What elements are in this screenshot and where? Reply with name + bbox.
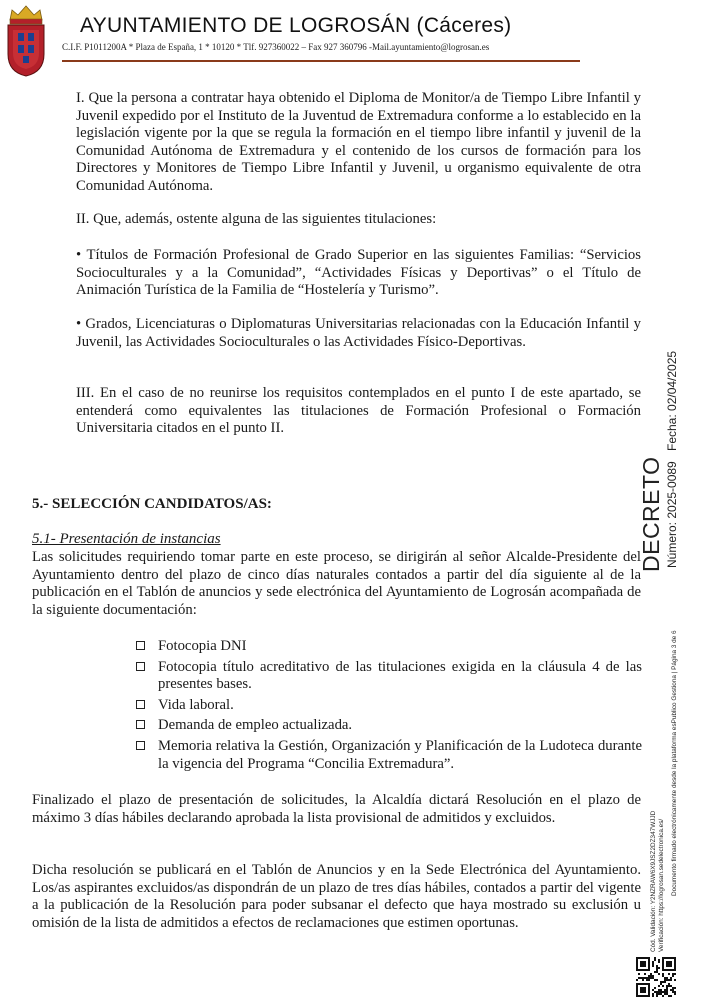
decreto-stamp: DECRETO bbox=[638, 456, 664, 572]
list-item: Fotocopia DNI bbox=[134, 638, 642, 656]
checkbox-icon bbox=[136, 700, 145, 709]
documentation-list bbox=[134, 638, 642, 776]
qr-code-icon bbox=[636, 957, 676, 997]
checkbox-icon bbox=[136, 720, 145, 729]
paragraph-requirement-1: I. Que la persona a contratar haya obtenido el Diploma de Monitor/a de Tiempo Libre Infantil y Juvenil expedido por el Instituto de la Juventud de Extremadura conforme a lo establecido en la legislación vigente por la que se regula la formación en el tiempo libre infantil y juvenil de la Comunidad Autónoma de Extremadura y el contenido de los cursos de formación para los Directores y Monitores de Tiempo Libre Infantil y Juvenil, u organismo equivalente de otra Comunidad Autónoma. bbox=[76, 90, 641, 194]
decreto-number: Número: 2025-0089 bbox=[665, 461, 679, 568]
paragraph-requirement-3: III. En el caso de no reunirse los requisitos contemplados en el punto I de este apartado, se entenderá como equivalentes las titulaciones de Formación Profesional o Formación Universitaria citados en el punto II. bbox=[76, 385, 641, 437]
subsection-heading: 5.1- Presentación de instancias bbox=[32, 531, 221, 547]
paragraph-solicitudes: Las solicitudes requiriendo tomar parte en este proceso, se dirigirán al señor Alcalde-Presidente del Ayuntamiento dentro del plazo de cinco días naturales contados a partir del día siguiente al de la publicación en el Tablón de anuncios y sede electrónica del Ayuntamiento de Logrosán acompañada de la siguiente documentación: bbox=[32, 549, 641, 618]
list-item: Demanda de empleo actualizada. bbox=[134, 717, 642, 735]
paragraph-finalizado: Finalizado el plazo de presentación de solicitudes, la Alcaldía dictará Resolución en el plazo de máximo 3 días hábiles declarando aprobada la lista provisional de admitidos y excluidos. bbox=[32, 792, 641, 826]
org-contact-info: C.I.F. P1011200A * Plaza de España, 1 * 10120 * Tlf. 927360022 – Fax 927 360796 -Mail.ayuntamiento@logrosan.es bbox=[62, 42, 490, 52]
checkbox-icon bbox=[136, 641, 145, 650]
verification-url[interactable]: Verificación: https://logrosan.sedelectronica.es/ bbox=[658, 818, 665, 952]
paragraph-resolucion: Dicha resolución se publicará en el Tablón de Anuncios y en la Sede Electrónica del Ayuntamiento. Los/as aspirantes excluidos/as dispondrán de un plazo de tres días hábiles, contados a partir del vigente a la publicación de la Resolución para poder subsanar el defecto que haya mostrado su exclusión u omisión de la lista de admitidos a efectos de reclamaciones que estimen oportunas. bbox=[32, 862, 641, 931]
paragraph-bullet-fp: • Títulos de Formación Profesional de Grado Superior en las siguientes Familias: “Servicios Socioculturales y a la Comunidad”, “Actividades Físicas y Deportivas” o el Título de Animación Turística de la Familia de “Hostelería y Turismo”. bbox=[76, 247, 641, 299]
validation-info bbox=[650, 811, 666, 952]
checkbox-icon bbox=[136, 741, 145, 750]
header-divider bbox=[62, 60, 580, 62]
document-signature-info: Documento firmado electrónicamente desde la plataforma esPublico Gestiona | Página 3 de 6 bbox=[671, 630, 678, 896]
paragraph-bullet-grados: • Grados, Licenciaturas o Diplomaturas Universitarias relacionadas con la Educación Infantil y Juvenil, las Actividades Socioculturales o las Actividades Físico-Deportivas. bbox=[76, 316, 641, 350]
list-item: Memoria relativa la Gestión, Organización y Planificación de la Ludoteca durante la vigencia del Programa “Concilia Extremadura”. bbox=[134, 738, 642, 773]
list-item: Fotocopia título acreditativo de las titulaciones exigida en la cláusula 4 de las presentes bases. bbox=[134, 659, 642, 694]
paragraph-requirement-2: II. Que, además, ostente alguna de las siguientes titulaciones: bbox=[76, 211, 437, 227]
validation-code: Cód. Validación: Y2NZRAW6X9JSZ2DZ347WJJD bbox=[650, 810, 657, 952]
section-heading: 5.- SELECCIÓN CANDIDATOS/AS: bbox=[32, 496, 272, 512]
coat-of-arms-logo bbox=[4, 2, 48, 78]
list-item: Vida laboral. bbox=[134, 697, 642, 715]
decreto-date: Fecha: 02/04/2025 bbox=[665, 350, 679, 451]
checkbox-icon bbox=[136, 662, 145, 671]
org-title: AYUNTAMIENTO DE LOGROSÁN (Cáceres) bbox=[80, 14, 512, 37]
